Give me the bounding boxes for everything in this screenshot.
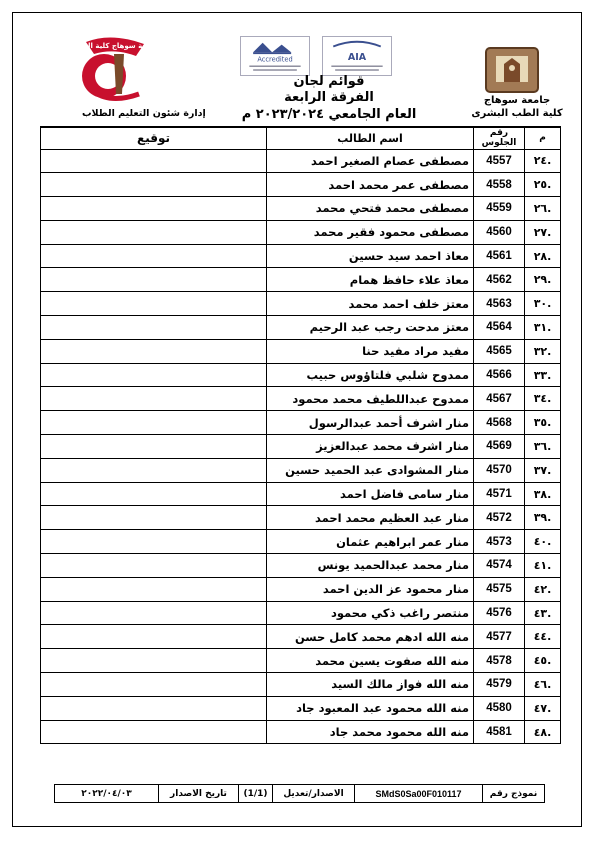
department-name: إدارة شئون التعليم الطلاب <box>82 108 206 119</box>
signature-cell <box>41 220 267 244</box>
left-logo-text: جامعة سوهاج كلية الطب <box>73 42 159 50</box>
seat-number: 4578 <box>474 649 525 673</box>
row-number: .٤١ <box>525 554 561 578</box>
signature-cell <box>41 339 267 363</box>
table-row <box>41 339 561 363</box>
seat-number: 4560 <box>474 220 525 244</box>
table-row <box>41 363 561 387</box>
title-line-3: العام الجامعي ٢٠٢٣/٢٠٢٤ م <box>241 107 417 122</box>
document-header <box>12 12 582 124</box>
seat-number: 4570 <box>474 458 525 482</box>
signature-cell <box>41 482 267 506</box>
table-row <box>41 554 561 578</box>
form-number-label: نموذج رقم <box>483 785 545 803</box>
row-number: .٣٥ <box>525 411 561 435</box>
signature-cell <box>41 554 267 578</box>
signature-cell <box>41 363 267 387</box>
student-name: مصطفى محمود فقير محمد <box>267 220 474 244</box>
table-row <box>41 530 561 554</box>
aia-badge-icon <box>322 36 392 76</box>
student-name: منتصر راغب ذكي محمود <box>267 601 474 625</box>
col-seat-header: رقم الجلوس <box>474 127 525 149</box>
signature-cell <box>41 577 267 601</box>
table-row <box>41 173 561 197</box>
student-name: منه الله ادهم محمد كامل حسن <box>267 625 474 649</box>
student-name: منار محمود عز الدين احمد <box>267 577 474 601</box>
table-row <box>41 649 561 673</box>
seat-number: 4581 <box>474 720 525 744</box>
signature-cell <box>41 506 267 530</box>
student-name: مصطفى محمد فتحي محمد <box>267 197 474 221</box>
student-name: منار المشوادى عبد الحميد حسين <box>267 458 474 482</box>
seat-number: 4571 <box>474 482 525 506</box>
row-number: .٣٧ <box>525 458 561 482</box>
signature-cell <box>41 197 267 221</box>
row-number: .٣٠ <box>525 292 561 316</box>
table-row <box>41 292 561 316</box>
seat-number: 4580 <box>474 696 525 720</box>
signature-cell <box>41 411 267 435</box>
students-table-wrapper <box>40 126 560 744</box>
row-number: .٢٥ <box>525 173 561 197</box>
seat-number: 4561 <box>474 244 525 268</box>
student-name: ممدوح شلبي فلتاؤوس حبيب <box>267 363 474 387</box>
table-row <box>41 482 561 506</box>
row-number: .٢٦ <box>525 197 561 221</box>
seat-number: 4576 <box>474 601 525 625</box>
table-row <box>41 149 561 173</box>
row-number: .٤٠ <box>525 530 561 554</box>
seat-number: 4568 <box>474 411 525 435</box>
edition-value: (1/1) <box>239 785 273 803</box>
signature-cell <box>41 268 267 292</box>
student-name: منه الله صفوت يسين محمد <box>267 649 474 673</box>
student-name: منار محمد عبدالحميد يونس <box>267 554 474 578</box>
row-number: .٣١ <box>525 316 561 340</box>
row-number: .٤٨ <box>525 720 561 744</box>
signature-cell <box>41 435 267 459</box>
signature-cell <box>41 387 267 411</box>
signature-cell <box>41 173 267 197</box>
edition-label: الاصدار/تعديل <box>273 785 355 803</box>
row-number: .٢٩ <box>525 268 561 292</box>
seat-number: 4569 <box>474 435 525 459</box>
student-name: معتز مدحت رجب عبد الرحيم <box>267 316 474 340</box>
table-row <box>41 506 561 530</box>
seat-number: 4575 <box>474 577 525 601</box>
form-footer <box>55 784 545 802</box>
row-number: .٢٤ <box>525 149 561 173</box>
seat-number: 4563 <box>474 292 525 316</box>
row-number: .٤٣ <box>525 601 561 625</box>
row-number: .٢٧ <box>525 220 561 244</box>
seat-number: 4577 <box>474 625 525 649</box>
university-name <box>452 94 582 120</box>
col-signature-header: توقيع <box>41 127 267 149</box>
issue-date-label: تاريخ الاصدار <box>159 785 239 803</box>
title-line-2: الفرقة الرابعة <box>284 90 374 105</box>
student-name: منار اشرف أحمد عبدالرسول <box>267 411 474 435</box>
table-row <box>41 220 561 244</box>
seat-number: 4562 <box>474 268 525 292</box>
signature-cell <box>41 292 267 316</box>
row-number: .٣٣ <box>525 363 561 387</box>
seat-number: 4557 <box>474 149 525 173</box>
row-number: .٤٤ <box>525 625 561 649</box>
student-name: مفيد مراد مفيد حنا <box>267 339 474 363</box>
signature-cell <box>41 673 267 697</box>
table-row <box>41 387 561 411</box>
faculty-logo-icon <box>64 34 159 106</box>
table-row <box>41 268 561 292</box>
student-name: ممدوح عبداللطيف محمد محمود <box>267 387 474 411</box>
student-name: منار اشرف محمد عبدالعزيز <box>267 435 474 459</box>
table-row <box>41 601 561 625</box>
row-number: .٣٨ <box>525 482 561 506</box>
student-name: منه الله محمود عبد المعبود جاد <box>267 696 474 720</box>
row-number: .٣٢ <box>525 339 561 363</box>
university-logo-icon <box>482 44 542 96</box>
signature-cell <box>41 316 267 340</box>
student-name: منه الله محمود محمد جاد <box>267 720 474 744</box>
row-number: .٣٩ <box>525 506 561 530</box>
accr1-text: Accredited <box>257 55 293 64</box>
signature-cell <box>41 625 267 649</box>
student-name: معاذ احمد سيد حسين <box>267 244 474 268</box>
seat-number: 4573 <box>474 530 525 554</box>
students-table <box>40 126 561 744</box>
seat-number: 4564 <box>474 316 525 340</box>
student-name: منه الله فواز مالك السيد <box>267 673 474 697</box>
student-name: منار عمر ابراهيم عثمان <box>267 530 474 554</box>
student-name: مصطفى عمر محمد احمد <box>267 173 474 197</box>
table-row <box>41 720 561 744</box>
signature-cell <box>41 720 267 744</box>
seat-number: 4567 <box>474 387 525 411</box>
university-line: جامعة سوهاج <box>483 95 551 106</box>
table-row <box>41 244 561 268</box>
issue-date-value: ٢٠٢٢/٠٤/٠٣ <box>55 785 159 803</box>
table-row <box>41 458 561 482</box>
col-name-header: اسم الطالب <box>267 127 474 149</box>
table-row <box>41 316 561 340</box>
col-number-header: م <box>525 127 561 149</box>
student-name: معاذ علاء حافظ همام <box>267 268 474 292</box>
student-name: مصطفى عصام الصغير احمد <box>267 149 474 173</box>
form-number-value: SMdS0Sa00F010117 <box>355 785 483 803</box>
table-row <box>41 197 561 221</box>
accr2-text: AIA <box>347 51 367 63</box>
seat-number: 4565 <box>474 339 525 363</box>
document-title <box>238 74 420 124</box>
signature-cell <box>41 649 267 673</box>
accreditation-badge-icon <box>240 36 310 76</box>
seat-number: 4572 <box>474 506 525 530</box>
table-row <box>41 673 561 697</box>
signature-cell <box>41 458 267 482</box>
row-number: .٣٤ <box>525 387 561 411</box>
student-name: منار عبد العظيم محمد احمد <box>267 506 474 530</box>
seat-number: 4579 <box>474 673 525 697</box>
row-number: .٤٦ <box>525 673 561 697</box>
signature-cell <box>41 149 267 173</box>
row-number: .٢٨ <box>525 244 561 268</box>
row-number: .٣٦ <box>525 435 561 459</box>
seat-number: 4574 <box>474 554 525 578</box>
signature-cell <box>41 244 267 268</box>
title-line-1: قوائم لجان <box>293 74 365 89</box>
student-name: منار سامى فاضل احمد <box>267 482 474 506</box>
signature-cell <box>41 601 267 625</box>
row-number: .٤٧ <box>525 696 561 720</box>
signature-cell <box>41 530 267 554</box>
seat-number: 4559 <box>474 197 525 221</box>
signature-cell <box>41 696 267 720</box>
seat-number: 4558 <box>474 173 525 197</box>
row-number: .٤٢ <box>525 577 561 601</box>
table-row <box>41 625 561 649</box>
students-table-body <box>41 149 561 744</box>
faculty-line: كلية الطب البشرى <box>471 108 563 119</box>
table-row <box>41 435 561 459</box>
table-row <box>41 696 561 720</box>
seat-number: 4566 <box>474 363 525 387</box>
row-number: .٤٥ <box>525 649 561 673</box>
table-row <box>41 577 561 601</box>
student-name: معتز خلف احمد محمد <box>267 292 474 316</box>
table-row <box>41 411 561 435</box>
